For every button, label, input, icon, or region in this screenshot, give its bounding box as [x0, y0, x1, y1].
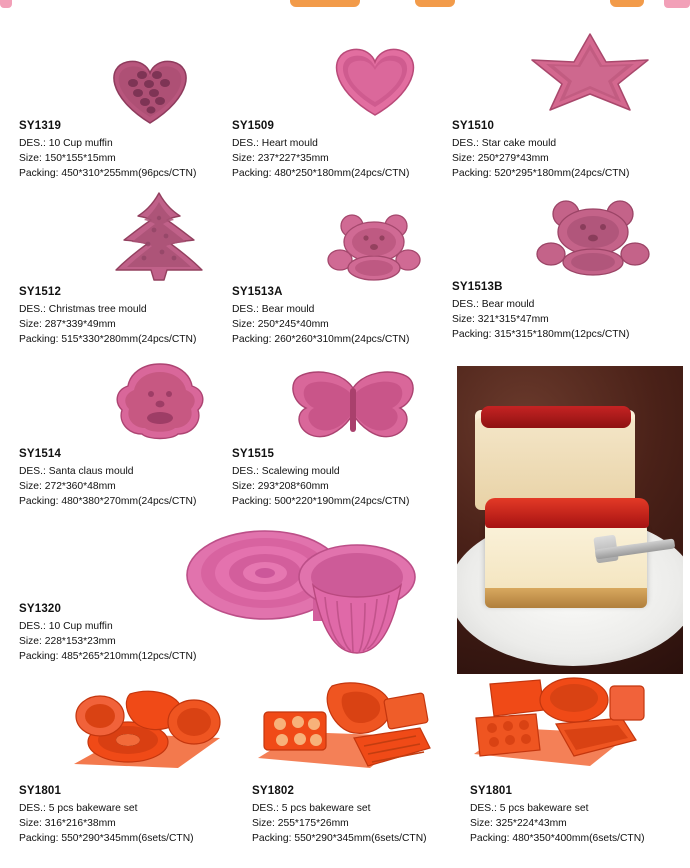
product-code: SY1509: [232, 120, 275, 132]
product-packing: Packing: 315*315*180mm(12pcs/CTN): [452, 329, 630, 340]
product-size: Size: 237*227*35mm: [232, 153, 329, 164]
product-des: DES.: Bear mould: [452, 299, 535, 310]
product-packing: Packing: 550*290*345mm(6sets/CTN): [252, 833, 427, 844]
product-des: DES.: 5 pcs bakeware set: [470, 803, 589, 814]
product-image-sy1513a: [318, 212, 430, 282]
top-pink-tab-left: [0, 0, 12, 8]
product-sy1320: [19, 603, 239, 664]
product-size: Size: 228*153*23mm: [19, 636, 116, 647]
scalewing-butterfly-mould-icon: [290, 368, 416, 440]
product-code: SY1515: [232, 448, 275, 460]
bear-mould-large-icon: [528, 198, 658, 278]
product-sy1509: [232, 120, 452, 181]
cheesecake-photo: [457, 366, 683, 674]
photo-cake-back: [475, 418, 635, 510]
product-des: DES.: Christmas tree mould: [19, 304, 147, 315]
product-sy1512: [19, 286, 239, 347]
product-des: DES.: 5 pcs bakeware set: [252, 803, 371, 814]
product-code: SY1319: [19, 120, 62, 132]
product-code: SY1320: [19, 603, 62, 615]
product-size: Size: 250*245*40mm: [232, 319, 329, 330]
bakeware-set-left-icon: [70, 680, 230, 772]
product-packing: Packing: 485*265*210mm(12pcs/CTN): [19, 651, 197, 662]
product-size: Size: 250*279*43mm: [452, 153, 549, 164]
heart-mould-icon: [320, 45, 430, 117]
top-orange-tab-1: [290, 0, 360, 7]
product-packing: Packing: 500*220*190mm(24pcs/CTN): [232, 496, 410, 507]
bakeware-set-middle-icon: [258, 676, 434, 772]
product-image-sy1801-right: [470, 674, 650, 770]
product-sy1319: [19, 120, 229, 181]
product-size: Size: 255*175*26mm: [252, 818, 349, 829]
product-image-sy1509: [320, 45, 430, 117]
product-des: DES.: 10 Cup muffin: [19, 138, 113, 149]
product-des: DES.: 5 pcs bakeware set: [19, 803, 138, 814]
product-packing: Packing: 450*310*255mm(96pcs/CTN): [19, 168, 197, 179]
product-code: SY1510: [452, 120, 495, 132]
photo-strawberry-topping: [485, 498, 649, 528]
product-packing: Packing: 480*350*400mm(6sets/CTN): [470, 833, 645, 844]
star-mould-icon: [526, 30, 654, 112]
product-sy1801-left: [19, 785, 239, 846]
product-sy1515: [232, 448, 452, 509]
product-image-sy1515: [290, 368, 416, 440]
product-des: DES.: Star cake mould: [452, 138, 557, 149]
bear-mould-icon: [318, 212, 430, 282]
product-code: SY1801: [19, 785, 62, 797]
product-sy1513b: [452, 281, 682, 342]
product-size: Size: 316*216*38mm: [19, 818, 116, 829]
product-sy1513a: [232, 286, 452, 347]
product-image-sy1802: [258, 676, 434, 772]
product-code: SY1802: [252, 785, 295, 797]
product-image-sy1512: [104, 190, 214, 282]
product-sy1514: [19, 448, 239, 509]
product-sy1510: [452, 120, 682, 181]
product-size: Size: 293*208*60mm: [232, 481, 329, 492]
product-packing: Packing: 480*250*180mm(24pcs/CTN): [232, 168, 410, 179]
product-size: Size: 272*360*48mm: [19, 481, 116, 492]
product-code: SY1801: [470, 785, 513, 797]
product-image-sy1319: [100, 55, 200, 125]
top-orange-tab-3: [610, 0, 644, 7]
product-des: DES.: Bear mould: [232, 304, 315, 315]
christmas-tree-mould-icon: [104, 190, 214, 282]
santa-claus-mould-icon: [108, 360, 212, 442]
product-des: DES.: Santa claus mould: [19, 466, 134, 477]
product-size: Size: 150*155*15mm: [19, 153, 116, 164]
product-image-sy1514: [108, 360, 212, 442]
product-code: SY1513A: [232, 286, 283, 298]
product-packing: Packing: 550*290*345mm(6sets/CTN): [19, 833, 194, 844]
top-orange-tab-2: [415, 0, 455, 7]
product-image-sy1801-left: [70, 680, 230, 772]
product-sy1802: [252, 785, 472, 846]
bakeware-set-right-icon: [470, 674, 650, 770]
photo-cake-back-topping: [481, 406, 631, 428]
product-size: Size: 321*315*47mm: [452, 314, 549, 325]
product-packing: Packing: 520*295*180mm(24pcs/CTN): [452, 168, 630, 179]
product-des: DES.: Heart mould: [232, 138, 318, 149]
product-image-sy1510: [526, 30, 654, 112]
product-size: Size: 287*339*49mm: [19, 319, 116, 330]
product-sy1801-right: [470, 785, 690, 846]
product-code: SY1513B: [452, 281, 503, 293]
product-des: DES.: Scalewing mould: [232, 466, 340, 477]
product-des: DES.: 10 Cup muffin: [19, 621, 113, 632]
top-pink-tab-right: [664, 0, 690, 8]
product-packing: Packing: 260*260*310mm(24pcs/CTN): [232, 334, 410, 345]
photo-cheesecake-crust: [485, 588, 647, 608]
product-image-sy1513b: [528, 198, 658, 278]
product-size: Size: 325*224*43mm: [470, 818, 567, 829]
heart-muffin-tray-icon: [100, 55, 200, 125]
product-packing: Packing: 480*380*270mm(24pcs/CTN): [19, 496, 197, 507]
product-code: SY1514: [19, 448, 62, 460]
product-code: SY1512: [19, 286, 62, 298]
product-packing: Packing: 515*330*280mm(24pcs/CTN): [19, 334, 197, 345]
